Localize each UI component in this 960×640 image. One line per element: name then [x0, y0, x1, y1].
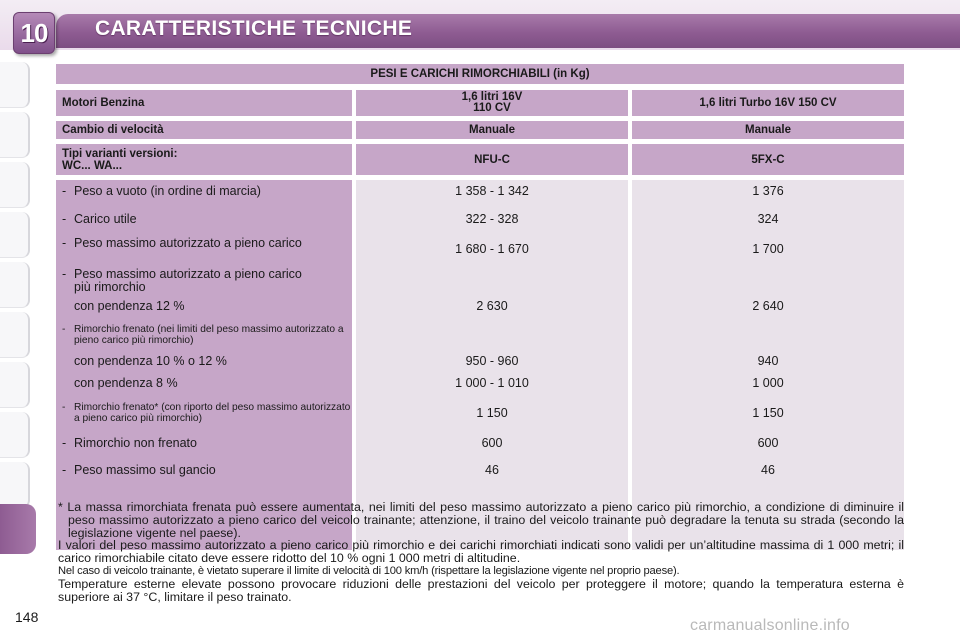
table-row-value: 600: [481, 436, 503, 450]
engine-col2: 1,6 litri Turbo 16V 150 CV: [632, 90, 904, 116]
chapter-tab[interactable]: [0, 62, 30, 108]
page-title: CARATTERISTICHE TECNICHE: [95, 17, 413, 40]
chapter-tab[interactable]: [0, 462, 30, 508]
table-row-value: 1 000 - 1 010: [455, 376, 529, 390]
table-row-label: con pendenza 12 %: [74, 299, 185, 313]
temperature-paragraph: Temperature esterne elevate possono provocare riduzioni delle prestazioni del veicolo per proteggere il motore; quando la temperatura esterna è superiore ai 37 °C, limitare il peso trainato.: [58, 576, 904, 604]
chapter-tab[interactable]: [0, 262, 30, 308]
page-number: 148: [15, 609, 39, 625]
variants-label-line2: WC... WA...: [62, 159, 123, 172]
engine-col1: [356, 90, 628, 116]
table-title: PESI E CARICHI RIMORCHIABILI (in Kg): [56, 64, 904, 84]
table-row-label: - Rimorchio non frenato: [62, 436, 197, 450]
variants-label-line1: Tipi varianti versioni:: [62, 147, 178, 160]
table-row-value: 1 150: [752, 406, 784, 420]
chapter-number: 10: [20, 18, 48, 48]
variants-col1: NFU-C: [356, 144, 628, 175]
table-row-value: 1 700: [752, 242, 784, 256]
watermark: carmanualsonline.info: [690, 617, 850, 634]
table-row-label: - Rimorchio frenato* (con riporto del peso massimo autorizzato a pieno carico più rimorchio): [62, 402, 351, 424]
table-row-value: 2 640: [752, 299, 784, 313]
table-row-label: - Peso a vuoto (in ordine di marcia): [62, 184, 261, 198]
table-row-label: - Peso massimo autorizzato a pieno carico più rimorchio: [62, 267, 302, 294]
table-row-label: con pendenza 8 %: [74, 376, 178, 390]
table-row-value: 2 630: [476, 299, 508, 313]
table-row-label: - Rimorchio frenato (nei limiti del peso massimo autorizzato a pieno carico più rimorchio): [62, 324, 344, 346]
table-row-value: 1 150: [476, 406, 508, 420]
gearbox-label: Cambio di velocità: [56, 121, 352, 139]
table-row-label: con pendenza 10 % o 12 %: [74, 354, 227, 368]
gearbox-col1: Manuale: [356, 121, 628, 139]
chapter-tab[interactable]: [0, 362, 30, 408]
engine-row: [56, 90, 904, 116]
table-row-label: - Peso massimo autorizzato a pieno carico: [62, 236, 302, 250]
speed-paragraph: Nel caso di veicolo trainante, è vietato superare il limite di velocità di 100 km/h (rispettare la legislazione vigente nel proprio paese).: [58, 564, 680, 577]
table-row-value: 322 - 328: [465, 212, 519, 226]
table-row-value: 46: [485, 463, 499, 477]
table-row-value: 600: [757, 436, 779, 450]
table-row-value: 46: [761, 463, 775, 477]
chapter-tab[interactable]: [0, 112, 30, 158]
chapter-tab[interactable]: [0, 412, 30, 458]
engine-label: Motori Benzina: [56, 90, 352, 116]
table-row-value: 1 000: [752, 376, 784, 390]
table-row-label: - Carico utile: [62, 212, 137, 226]
chapter-tab[interactable]: [0, 312, 30, 358]
engine-col1-line2: 110 CV: [473, 102, 511, 114]
chapter-tab[interactable]: [0, 212, 30, 258]
variants-row: [56, 144, 904, 175]
table-row-value: 940: [757, 354, 779, 368]
footnote-paragraph: * La massa rimorchiata frenata può essere aumentata, nei limiti del peso massimo autorizzato a pieno carico più rimorchio, a condizione di diminuire il peso massimo autorizzato a pieno carico del veicolo trainante; attenzione, il traino del veicolo trainante può degradare la tenuta su strada (secondo la legislazione vigente nel paese).: [58, 500, 904, 540]
table-row-value: 1 376: [752, 184, 784, 198]
notes: [58, 501, 904, 603]
gearbox-row: [56, 121, 904, 139]
chapter-tab[interactable]: [0, 162, 30, 208]
table-row-value: 324: [757, 212, 779, 226]
table-row-value: 1 358 - 1 342: [455, 184, 529, 198]
altitude-paragraph: I valori del peso massimo autorizzato a pieno carico più rimorchio e dei carichi rimorchiati indicati sono validi per un’altitudine massima di 1 000 metri; il carico rimorchiabile citato deve essere ridotto del 10 % ogni 1 000 metri di altitudine.: [58, 538, 904, 566]
table-row-value: 950 - 960: [465, 354, 519, 368]
variants-label: [56, 144, 352, 175]
table-row-value: 1 680 - 1 670: [455, 242, 529, 256]
chapter-tab-active[interactable]: [0, 504, 36, 554]
chapter-tabs: [0, 62, 34, 502]
engine-col1-line1: 1,6 litri 16V: [461, 91, 523, 103]
table-row-label: - Peso massimo sul gancio: [62, 463, 216, 477]
variants-col2: 5FX-C: [632, 144, 904, 175]
gearbox-col2: Manuale: [632, 121, 904, 139]
